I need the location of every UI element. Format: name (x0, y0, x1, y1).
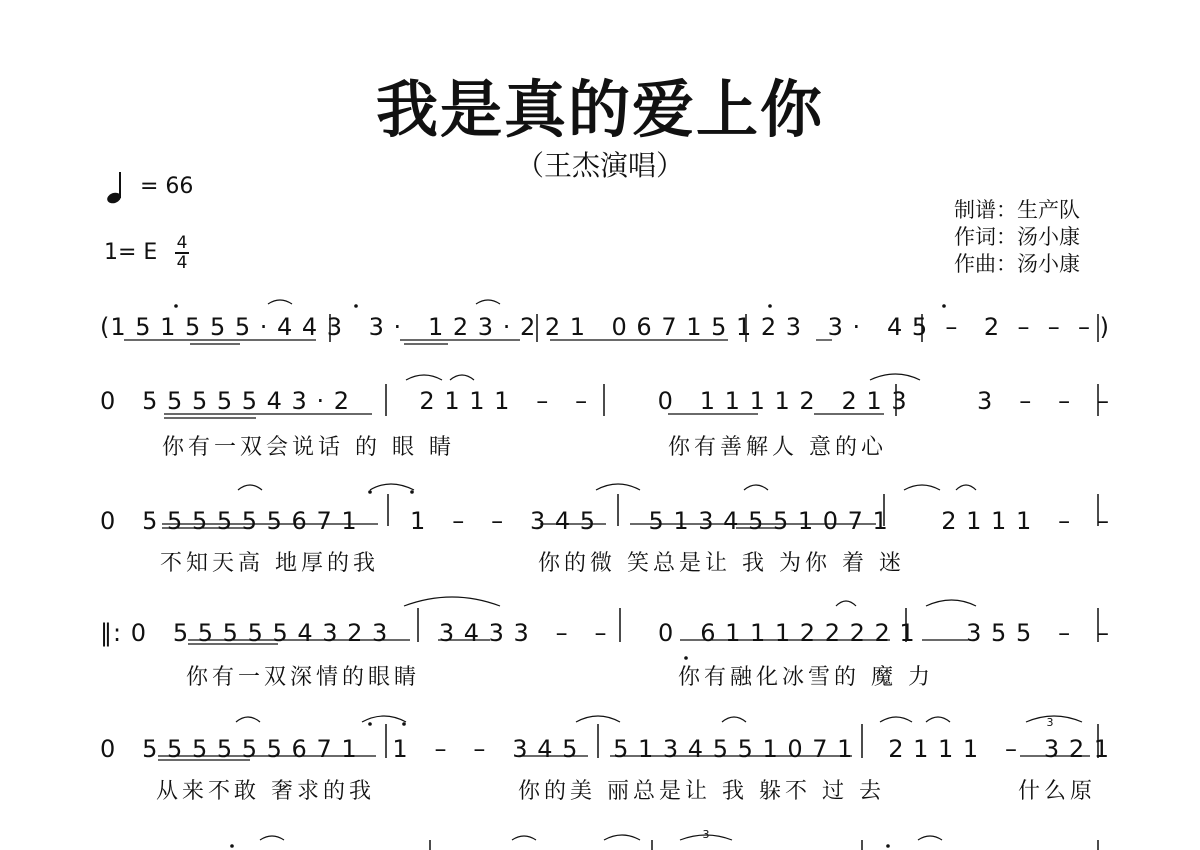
row-3-notes (100, 504, 1110, 538)
tempo-value: = 66 (140, 174, 194, 199)
row-1-notes (100, 310, 1110, 344)
credit-composer: 作曲：汤小康 (954, 252, 1080, 276)
row-4-lyric-2: 你有融化冰雪的 魔 力 (678, 665, 934, 690)
measure: 0 6 7 1 5 1 2 3 (611, 313, 803, 341)
measure: 3 5 5 – – (966, 619, 1110, 647)
svg-text:3: 3 (702, 828, 710, 841)
measure: 3 · 1 2 3 · 2 2 1 (368, 313, 587, 341)
score-row-2 (0, 387, 1200, 490)
key-signature (104, 233, 188, 273)
row-3-lyric-1: 不知天高 地厚的我 (160, 551, 379, 576)
measure: 2 1 1 1 – 3 2 1 (888, 735, 1110, 763)
measure: 1 – – 3 4 5 (410, 507, 597, 535)
row-2-lyric-1: 你有一双会说话 的 眼 睛 (162, 435, 455, 460)
score-row-4 (0, 616, 1200, 716)
time-signature-bottom: 4 (176, 252, 188, 273)
song-title: 我是真的爱上你 (375, 73, 824, 146)
time-signature-top: 4 (176, 233, 188, 253)
row-5-lyric-1: 从来不敢 奢求的我 (156, 779, 375, 804)
measure: (1 5 1 5 5 5 · 4 4 3 (100, 313, 344, 341)
key-label: 1= E (104, 240, 158, 265)
row-6-markings (0, 830, 1200, 850)
credit-arranger: 制谱：生产队 (954, 198, 1080, 222)
row-3-lyric-2: 你的微 笑总是让 我 为你 着 迷 (538, 551, 905, 576)
measure: 0 5 5 5 5 5 4 3 · 2 (100, 387, 350, 415)
measure: 0 5 5 5 5 5 5 6 7 1 (100, 735, 358, 763)
svg-text:3: 3 (1046, 716, 1054, 729)
quarter-note-icon (106, 170, 126, 206)
score-row-5 (0, 716, 1200, 832)
credit-lyricist: 作词：汤小康 (954, 225, 1080, 249)
measure: 5 1 3 4 5 5 1 0 7 1 (648, 507, 889, 535)
measure: 5 1 3 4 5 5 1 0 7 1 (613, 735, 854, 763)
measure: 2 1 1 1 – – (419, 387, 589, 415)
measure: ‖: 0 5 5 5 5 5 4 3 2 3 (100, 619, 389, 647)
row-2-lyric-2: 你有善解人 意的心 (668, 435, 887, 460)
row-4-lyric-1: 你有一双深情的眼睛 (186, 665, 421, 690)
measure: 0 5 5 5 5 5 5 6 7 1 (100, 507, 358, 535)
song-subtitle: （王杰演唱） (515, 149, 684, 182)
measure: 3 4 3 3 – – (438, 619, 608, 647)
measure: 2 1 1 1 – – (941, 507, 1110, 535)
credits (954, 197, 1080, 278)
measure: 1 – – 3 4 5 (392, 735, 579, 763)
time-signature (174, 234, 190, 272)
row-5-lyric-3: 什么原 (1018, 779, 1097, 804)
row-2-notes (100, 384, 1110, 418)
measure: 3 – – – (977, 387, 1110, 415)
row-5-notes (100, 732, 1110, 766)
row-5-lyric-2: 你的美 丽总是让 我 躲不 过 去 (518, 779, 885, 804)
measure: 0 6 1 1 1 2 2 2 2 1 (658, 619, 916, 647)
row-4-notes (100, 616, 1110, 650)
measure: 3 · 4 5 – (827, 313, 959, 341)
score-row-6-partial (0, 830, 1200, 850)
measure: 2 – – – ) (983, 313, 1110, 341)
score-row-3 (0, 500, 1200, 600)
measure: 0 1 1 1 1 2 2 1 3 (657, 387, 908, 415)
